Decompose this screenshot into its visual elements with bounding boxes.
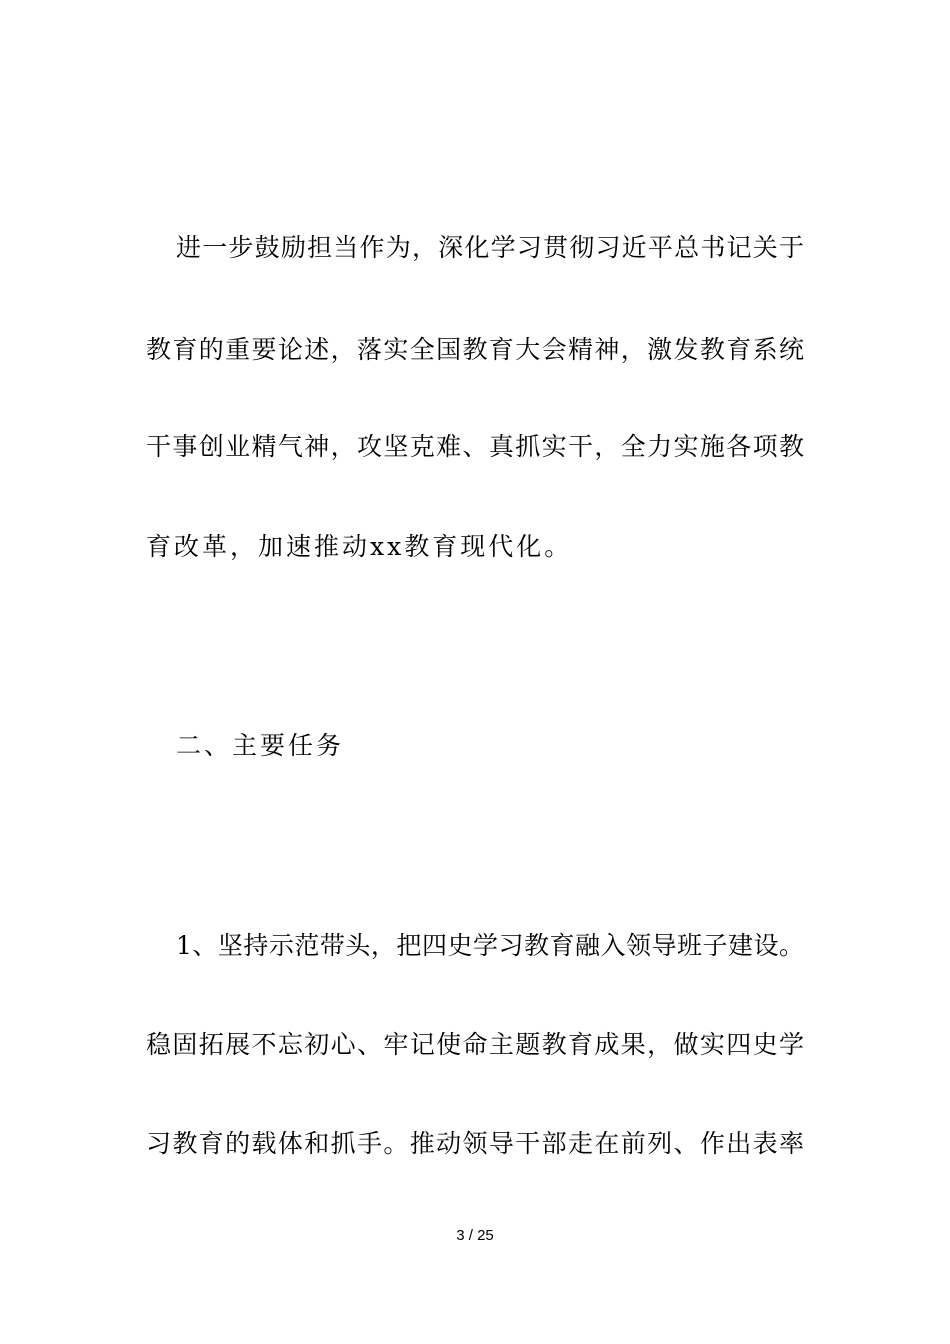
section-heading: 二、主要任务	[176, 731, 345, 760]
paragraph-2-line-2: 稳固拓展不忘初心、牢记使命主题教育成果，做实四史学	[146, 1030, 804, 1059]
paragraph-1-line-3: 干事创业精气神，攻坚克难、真抓实干，全力实施各项教	[146, 432, 804, 461]
paragraph-1-line-4: 育改革，加速推动xx教育现代化。	[146, 532, 573, 561]
paragraph-2-line-1: 1、坚持示范带头，把四史学习教育融入领导班子建设。	[176, 931, 804, 960]
paragraph-1-line-1: 进一步鼓励担当作为，深化学习贯彻习近平总书记关于	[176, 233, 804, 262]
paragraph-2-line-3: 习教育的载体和抓手。推动领导干部走在前列、作出表率	[146, 1129, 804, 1158]
paragraph-1-line-2: 教育的重要论述，落实全国教育大会精神，激发教育系统	[146, 335, 804, 364]
page-number: 3 / 25	[456, 1227, 494, 1244]
